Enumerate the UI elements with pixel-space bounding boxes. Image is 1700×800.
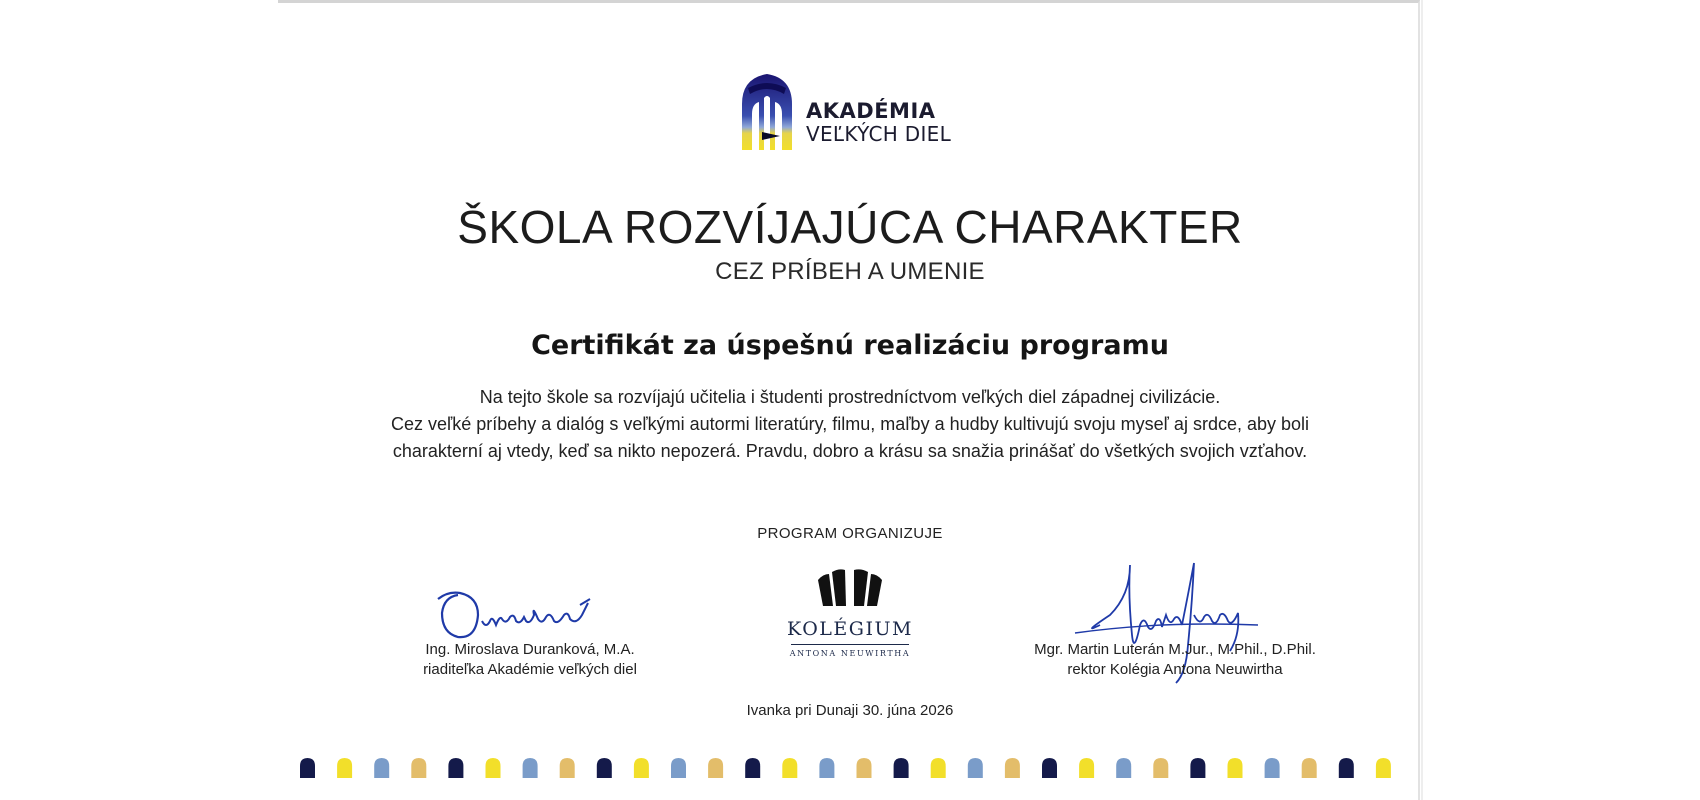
body-line: Cez veľké príbehy a dialóg s veľkými autormi literatúry, filmu, maľby a hudby kultivujú svoju myseľ aj srdce, aby boli — [390, 414, 1310, 434]
footer-arch-yellow — [486, 758, 501, 778]
footer-arch-sand — [857, 758, 872, 778]
footer-arch-navy — [1042, 758, 1057, 778]
footer-arch-navy — [1190, 758, 1205, 778]
footer-arch-light_blue — [523, 758, 538, 778]
footer-arch-yellow — [1376, 758, 1391, 778]
signatory-right-name: Mgr. Martin Luterán M.Jur., M.Phil., D.Phil. — [1034, 641, 1316, 658]
footer-arch-sand — [1302, 758, 1317, 778]
footer-arch-navy — [745, 758, 760, 778]
footer-arch-yellow — [1228, 758, 1243, 778]
footer-arch-yellow — [634, 758, 649, 778]
footer-arch-yellow — [337, 758, 352, 778]
akademia-logo — [740, 74, 951, 152]
footer-arch-navy — [1339, 758, 1354, 778]
kolegium-name: KOLÉGIUM — [787, 618, 913, 640]
cathedral-window-icon — [740, 74, 794, 152]
organizer-label: PROGRAM ORGANIZUJE — [757, 525, 943, 542]
footer-arch-sand — [708, 758, 723, 778]
footer-arch-navy — [300, 758, 315, 778]
signatory-right-role: rektor Kolégia Antona Neuwirtha — [1067, 661, 1283, 678]
kolegium-logo — [760, 568, 940, 658]
certificate-title: Certifikát za úspešnú realizáciu programu — [531, 330, 1169, 361]
footer-arch-navy — [894, 758, 909, 778]
footer-arch-light_blue — [374, 758, 389, 778]
kolegium-divider — [791, 644, 909, 645]
body-line: Na tejto škole sa rozvíjajú učitelia i študenti prostredníctvom veľkých diel západnej civilizácie. — [479, 387, 1221, 407]
footer-arch-light_blue — [1265, 758, 1280, 778]
certificate-body — [0, 384, 1700, 465]
signature-durankova — [430, 585, 610, 645]
footer-arch-light_blue — [671, 758, 686, 778]
footer-arch-sand — [411, 758, 426, 778]
signatory-left-role: riaditeľka Akadémie veľkých diel — [423, 661, 637, 678]
footer-arch-sand — [1005, 758, 1020, 778]
logo-line-1: AKADÉMIA — [806, 98, 936, 123]
footer-arch-pattern — [300, 758, 1400, 780]
footer-arch-sand — [1153, 758, 1168, 778]
page-title: ŠKOLA ROZVÍJAJÚCA CHARAKTER — [457, 201, 1243, 253]
signatory-left-name: Ing. Miroslava Duranková, M.A. — [425, 641, 635, 658]
body-line: charakterní aj vtedy, keď sa nikto nepozerá. Pravdu, dobro a krásu sa snažia prinášať do všetkých svojich vzťahov. — [392, 441, 1308, 461]
footer-arch-light_blue — [1116, 758, 1131, 778]
footer-arch-sand — [560, 758, 575, 778]
footer-arch-yellow — [931, 758, 946, 778]
footer-arch-light_blue — [968, 758, 983, 778]
footer-arch-navy — [597, 758, 612, 778]
footer-arch-light_blue — [819, 758, 834, 778]
footer-arch-yellow — [782, 758, 797, 778]
page-subtitle: CEZ PRÍBEH A UMENIE — [715, 258, 985, 285]
footer-arch-navy — [448, 758, 463, 778]
kolegium-crown-icon — [815, 568, 885, 608]
footer-arch-yellow — [1079, 758, 1094, 778]
kolegium-subtitle: ANTONA NEUWIRTHA — [789, 649, 911, 658]
place-and-date: Ivanka pri Dunaji 30. júna 2026 — [746, 702, 954, 719]
signatory-right — [1000, 640, 1350, 680]
logo-line-2: VEĽKÝCH DIEL — [806, 121, 952, 146]
signatory-left — [380, 640, 680, 680]
